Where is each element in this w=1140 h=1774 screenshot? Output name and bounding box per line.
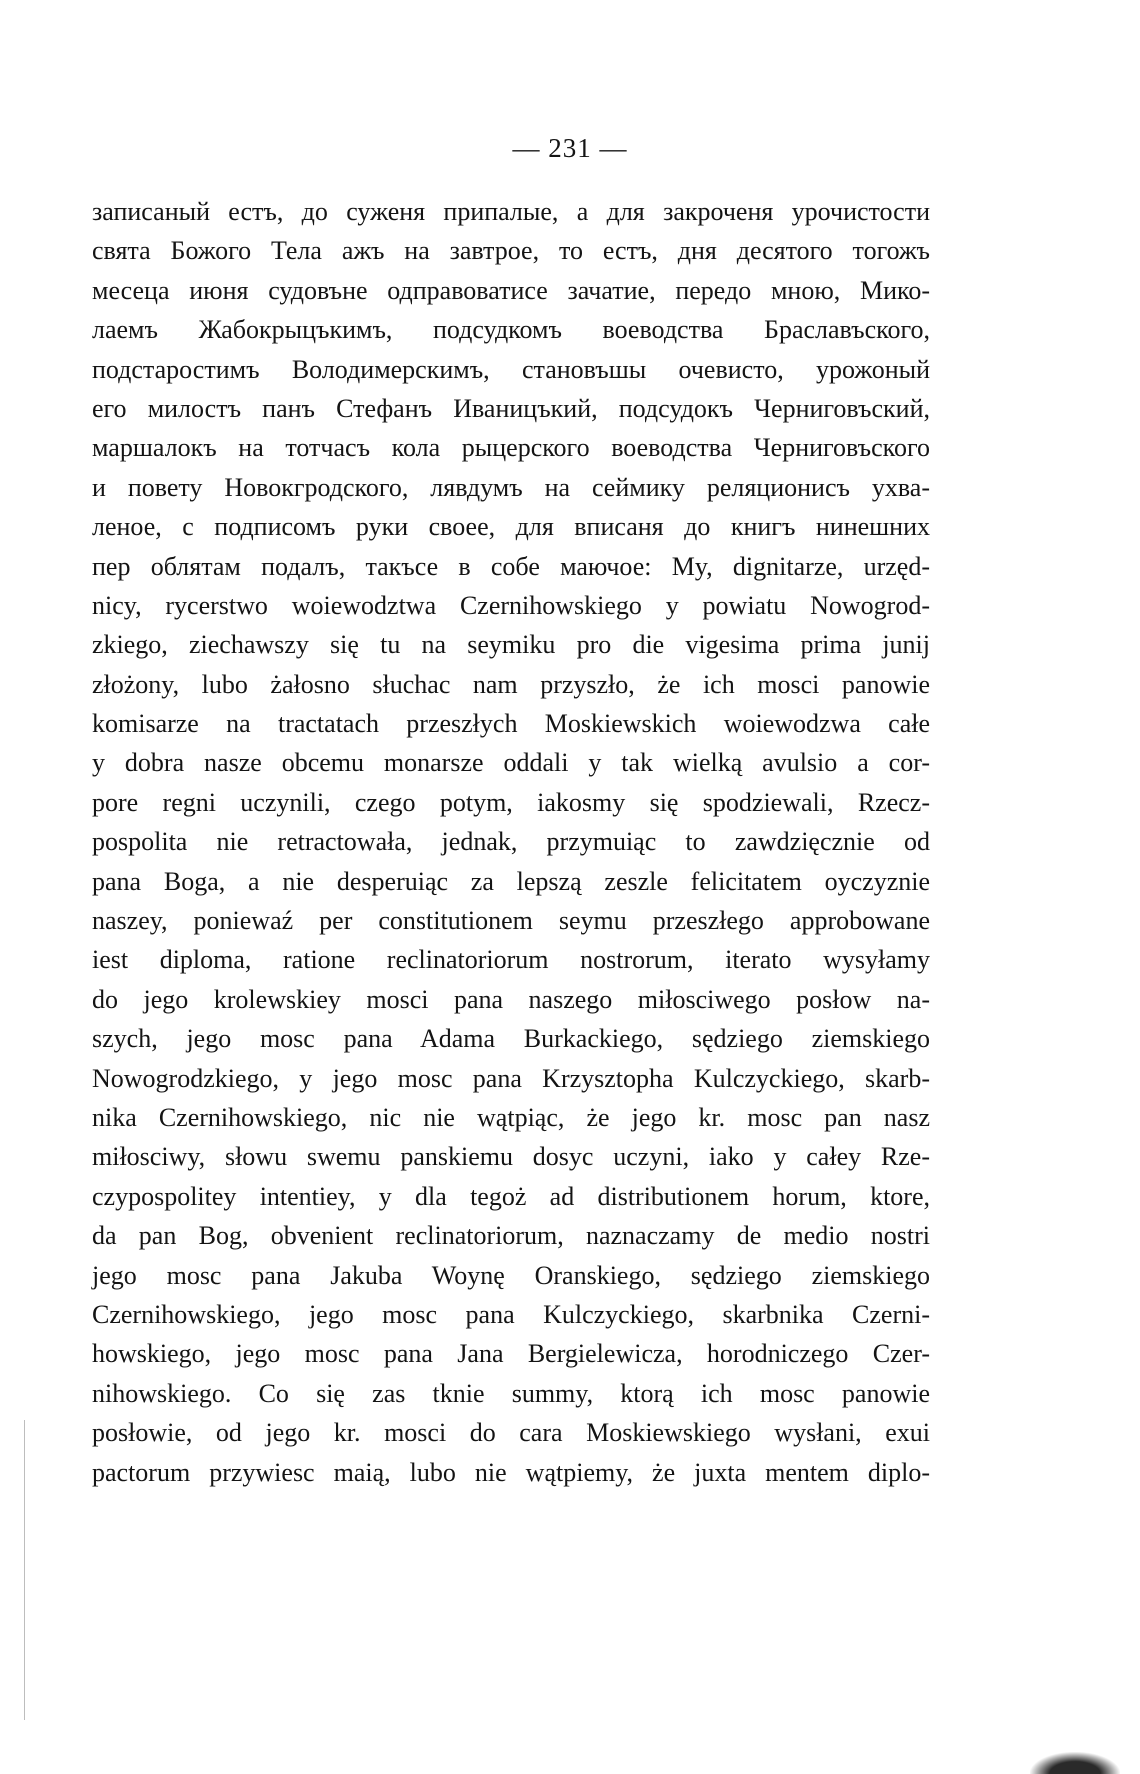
text-line: złożony, lubo żałosno słuchac nam przyszło, że ich mosci panowie <box>92 669 930 699</box>
text-line: и повету Новокгродского, лявдумъ на сеймику реляционисъ ухва- <box>92 472 930 502</box>
text-line: y dobra nasze obcemu monarsze oddali y tak wielką avulsio a cor- <box>92 748 930 778</box>
text-line: komisarze na tractatach przeszłych Moskiewskich woiewodzwa całe <box>92 709 930 739</box>
scan-corner-mark <box>1030 1752 1120 1774</box>
text-line: naszey, poniewaź per constitutionem seymu przeszłego approbowane <box>92 906 930 936</box>
text-line: маршалокъ на тотчасъ кола рыцерского воеводства Черниговъского <box>92 433 930 463</box>
text-line: nicy, rycerstwo woiewodztwa Czernihowskiego y powiatu Nowogrod- <box>92 590 930 620</box>
page-number: — 231 — <box>512 133 628 163</box>
text-line: pactorum przywiesc maią, lubo nie wątpiemy, że juxta mentem diplo- <box>92 1457 930 1487</box>
text-line: его милостъ панъ Стефанъ Иваницъкий, подсудокъ Черниговъский, <box>92 393 930 423</box>
text-line: jego mosc pana Jakuba Woynę Oranskiego, sędziego ziemskiego <box>92 1260 930 1290</box>
text-line: howskiego, jego mosc pana Jana Bergielewicza, horodniczego Czer- <box>92 1339 930 1369</box>
text-line: da pan Bog, obvenient reclinatoriorum, naznaczamy de medio nostri <box>92 1221 930 1251</box>
text-line: posłowie, od jego kr. mosci do cara Moskiewskiego wysłani, exui <box>92 1418 930 1448</box>
text-line: szych, jego mosc pana Adama Burkackiego, sędziego ziemskiego <box>92 1024 930 1054</box>
text-line: pospolita nie retractowała, jednak, przymuiąc to zawdzięcznie od <box>92 827 930 857</box>
text-line: свята Божого Тела ажъ на завтрое, то естъ, дня десятого тогожъ <box>92 236 930 266</box>
text-line: Czernihowskiego, jego mosc pana Kulczyckiego, skarbnika Czerni- <box>92 1299 930 1329</box>
text-line: Nowogrodzkiego, y jego mosc pana Krzysztopha Kulczyckiego, skarb- <box>92 1063 930 1093</box>
text-line: пер облятам подалъ, такъсе в собе маючое: My, dignitarze, urzęd- <box>92 551 930 581</box>
text-line: czypospolitey intentiey, y dla tegoż ad distributionem horum, ktore, <box>92 1181 930 1211</box>
text-line: zkiego, ziechawszy się tu na seymiku pro die vigesima prima junij <box>92 630 930 660</box>
text-line: pore regni uczynili, czego potym, iakosmy się spodziewali, Rzecz- <box>92 787 930 817</box>
text-line: nika Czernihowskiego, nic nie wątpiąc, że jego kr. mosc pan nasz <box>92 1102 930 1132</box>
text-line: подстаростимъ Володимерскимъ, становъшы очевисто, урожоный <box>92 354 930 384</box>
text-line: iest diploma, ratione reclinatoriorum nostrorum, iterato wysyłamy <box>92 945 930 975</box>
text-line: nihowskiego. Co się zas tknie summy, ktorą ich mosc panowie <box>92 1378 930 1408</box>
text-line: записаный естъ, до суженя припалые, а для закроченя урочистости <box>92 197 930 226</box>
text-line: miłosciwy, słowu swemu panskiemu dosyc uczyni, iako y całey Rze- <box>92 1142 930 1172</box>
text-line: леное, с подписомъ руки своее, для вписаня до книгъ нинешних <box>92 512 930 542</box>
text-line: месеца июня судовъне одправоватисе зачатие, передо мною, Мико- <box>92 275 930 305</box>
text-line: лаемъ Жабокрыцъкимъ, подсудкомъ воеводства Браславъского, <box>92 315 930 345</box>
scan-edge-line <box>24 1420 25 1720</box>
text-line: pana Boga, a nie desperuiąc za lepszą zeszle felicitatem oyczyznie <box>92 866 930 896</box>
text-line: do jego krolewskiey mosci pana naszego miłosciwego posłow na- <box>92 984 930 1014</box>
body-text <box>92 192 930 1492</box>
